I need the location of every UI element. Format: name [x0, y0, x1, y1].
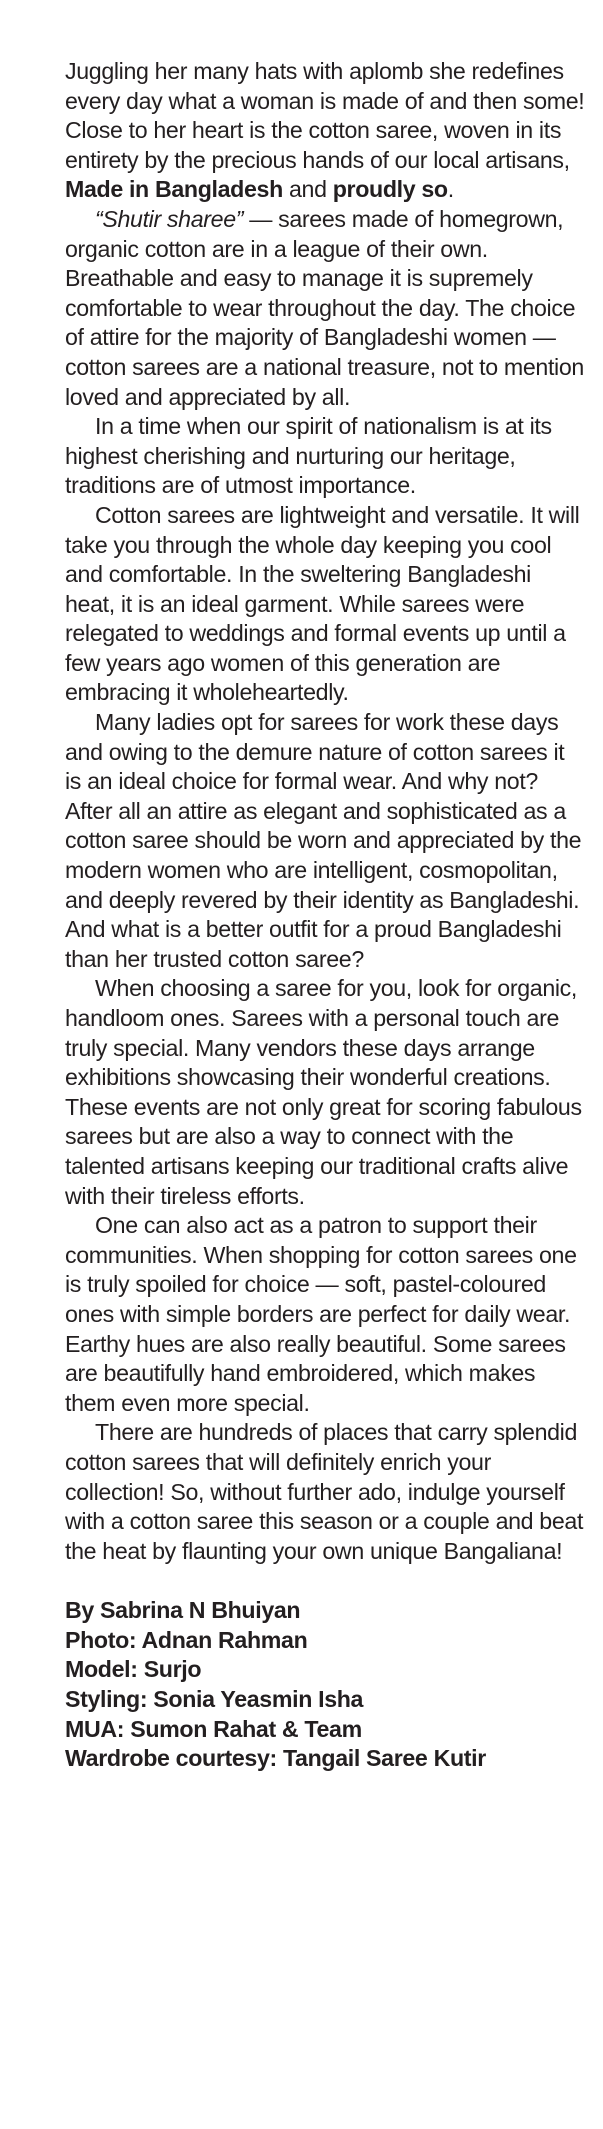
- wardrobe-credit: Wardrobe courtesy: Tangail Saree Kutir: [65, 1745, 486, 1772]
- paragraph-shutir-sharee: [65, 205, 585, 412]
- paragraph-choosing: When choosing a saree for you, look for organic, handloom ones. Sarees with a personal touch are truly special. Many vendors these days arrange exhibitions showcasing their wonderful creations. These events are not only great for scoring fabulous sarees but are also a way to connect with the talented artisans keeping our traditional crafts alive with their tireless efforts.: [65, 975, 582, 1209]
- styling-credit: Styling: Sonia Yeasmin Isha: [65, 1686, 364, 1713]
- paragraph-conclusion: There are hundreds of places that carry splendid cotton sarees that will definitely enrich your collection! So, without further ado, indulge yourself with a cotton saree this season or a couple and beat the heat by flaunting your own unique Bangaliana!: [65, 1419, 584, 1564]
- shutir-sharee-term: “Shutir sharee”: [95, 205, 244, 232]
- article-body: [65, 57, 585, 1774]
- paragraph-work-wear: Many ladies opt for sarees for work these days and owing to the demure nature of cotton sarees it is an ideal choice for formal wear. And why not? After all an attire as elegant and sophisticated as a cotton saree should be worn and appreciated by the modern women who are intelligent, cosmopolitan, and deeply revered by their identity as Bangladeshi. And what is a better outfit for a proud Bangladeshi than her trusted cotton saree?: [65, 709, 582, 972]
- intro-text: Juggling her many hats with aplomb she redefines every day what a woman is made of and then some! Close to her heart is the cotton saree, woven in its entirety by the precious hands of our local artisans,: [65, 58, 585, 173]
- shutir-sharee-text: — sarees made of homegrown, organic cotton are in a league of their own. Breathable and easy to manage it is supremely comfortable to wear throughout the day. The choice of attire for the majority of Bangladeshi women — cotton sarees are a national treasure, not to mention loved and appreciated by all.: [65, 205, 584, 410]
- mua-credit: MUA: Sumon Rahat & Team: [65, 1715, 362, 1742]
- photo-credit: Photo: Adnan Rahman: [65, 1626, 308, 1653]
- intro-connector: and: [282, 176, 333, 203]
- paragraph-nationalism: In a time when our spirit of nationalism is at its highest cherishing and nurturing our heritage, traditions are of utmost importance.: [65, 413, 552, 499]
- made-in-bangladesh-emphasis: Made in Bangladesh: [65, 176, 283, 203]
- paragraph-patron: One can also act as a patron to support their communities. When shopping for cotton sarees one is truly spoiled for choice — soft, pastel-coloured ones with simple borders are perfect for daily wear. Earthy hues are also really beautiful. Some sarees are beautifully hand embroidered, which makes them even more special.: [65, 1212, 577, 1416]
- byline: By Sabrina N Bhuiyan: [65, 1597, 301, 1624]
- model-credit: Model: Surjo: [65, 1656, 202, 1683]
- proudly-so-emphasis: proudly so: [332, 176, 448, 203]
- paragraph-lightweight: Cotton sarees are lightweight and versatile. It will take you through the whole day keeping you cool and comfortable. In the sweltering Bangladeshi heat, it is an ideal garment. While sarees were relegated to weddings and formal events up until a few years ago women of this generation are embracing it wholeheartedly.: [65, 501, 580, 706]
- paragraph-intro: [65, 57, 585, 205]
- intro-end: .: [447, 176, 454, 203]
- credits-block: [65, 1596, 585, 1774]
